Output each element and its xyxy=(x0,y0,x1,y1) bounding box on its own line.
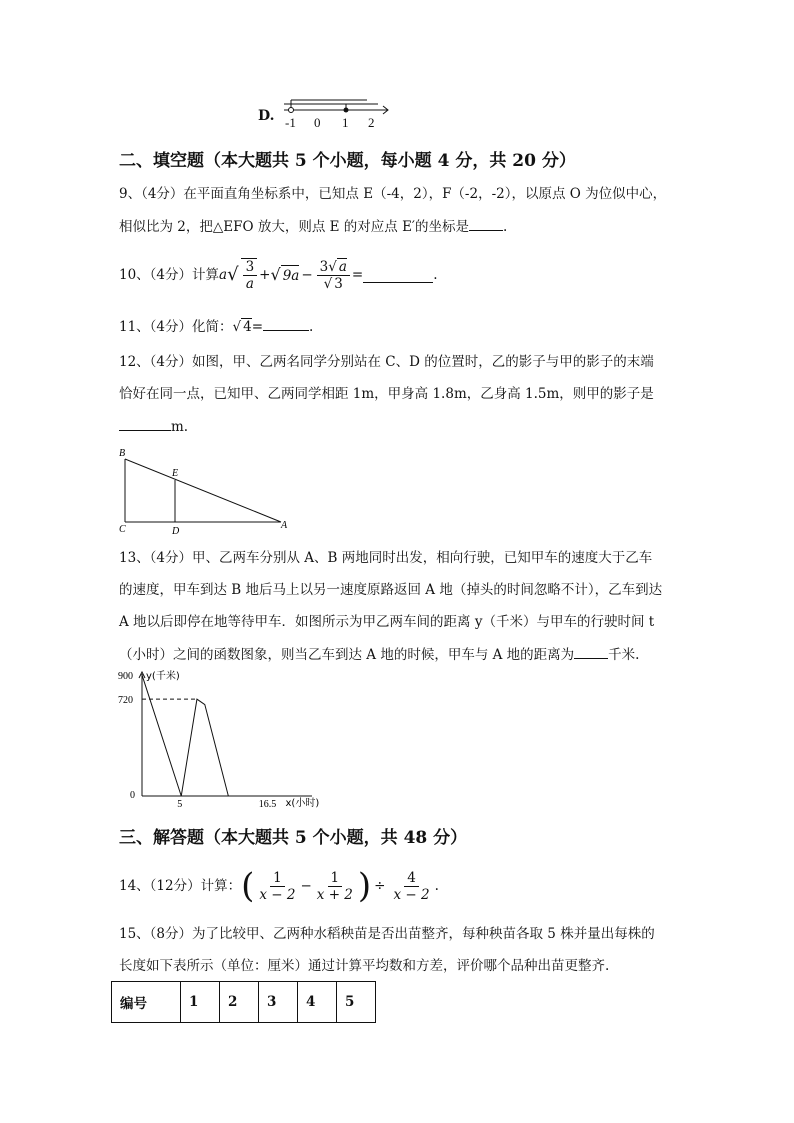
question-text: 13、（4分）甲、乙两车分别从 A、B 两地同时出发，相向行驶，已知甲车的速度大于乙车 xyxy=(119,550,653,566)
question-text: 10、（4分）计算 xyxy=(119,267,220,283)
x-tick-label: 5 xyxy=(177,799,183,810)
series-line xyxy=(142,675,272,796)
math-op: . xyxy=(434,878,439,894)
sqrt-sign: √ xyxy=(232,319,242,335)
point-label-D: D xyxy=(172,526,180,537)
triangle-figure xyxy=(115,445,295,540)
numerator: 1 xyxy=(328,870,343,887)
question-text: 长度如下表所示（单位：厘米）通过计算平均数和方差，评价哪个品种出苗更整齐. xyxy=(119,958,610,974)
seedling-table xyxy=(111,981,376,1023)
fraction xyxy=(256,870,298,903)
answer-blank[interactable] xyxy=(574,644,608,659)
question-9 xyxy=(119,184,666,237)
table-header-cell: 1 xyxy=(181,982,220,1023)
numerator: 3√ a xyxy=(317,259,350,276)
y-tick-label: 720 xyxy=(118,695,133,707)
radicand: 9a xyxy=(281,265,300,286)
tick-label: 0 xyxy=(314,115,321,130)
table-header-cell: 2 xyxy=(220,982,259,1023)
question-10: 10、（4分）计算 a √ $\frac{3}{a}$ + √ 9a − $\frac{3√ a}{√ 3}$ = . xyxy=(119,258,438,292)
coef: 3 xyxy=(319,258,329,275)
table-header-cell: 编号 xyxy=(112,982,181,1023)
tick-label: -1 xyxy=(285,115,296,130)
section-title: 三、解答题（本大题共 5 个小题，共 48 分） xyxy=(119,828,468,848)
table-row xyxy=(112,982,376,1023)
question-text: 恰好在同一点，已知甲、乙两同学相距 1m，甲身高 1.8m，乙身高 1.5m，则甲的影子是 xyxy=(119,386,654,402)
question-14 xyxy=(119,866,439,906)
point-label-B: B xyxy=(119,448,126,459)
math-var: a xyxy=(219,267,228,283)
math-op: − xyxy=(301,267,313,283)
table-header-cell: 4 xyxy=(298,982,337,1023)
x-tick-label: 16.5 xyxy=(258,799,277,810)
point-label-E: E xyxy=(172,468,179,479)
math-op: ÷ xyxy=(374,878,386,894)
point-label-A: A xyxy=(281,520,288,531)
paren-left: ( xyxy=(241,866,255,906)
y-axis-label: y(千米) xyxy=(146,671,180,682)
question-text: A 地以后即停在地等待甲车．如图所示为甲乙两车间的距离 y（千米）与甲车的行驶时间 t xyxy=(119,614,655,630)
distance-time-chart xyxy=(112,668,352,810)
point-label-C: C xyxy=(119,524,126,535)
denominator: a xyxy=(245,276,254,292)
fraction xyxy=(390,870,432,903)
number-line-graphic xyxy=(278,96,398,118)
question-text: 11、（4分）化简： xyxy=(119,319,233,335)
answer-blank[interactable] xyxy=(263,316,309,331)
y-tick-label: 900 xyxy=(118,670,133,682)
denominator: x − 2 xyxy=(393,886,430,903)
option-label: D. xyxy=(258,108,275,124)
question-text: 的速度，甲车到达 B 地后马上以另一速度原路返回 A 地（掉头的时间忽略不计），乙车到达 xyxy=(119,582,663,598)
table-header-cell: 3 xyxy=(259,982,298,1023)
question-text-line2: 相似比为 2，把△EFO 放大，则点 E 的对应点 E′的坐标是 . xyxy=(119,216,666,237)
question-text: （小时）之间的函数图象，则当乙车到达 A 地的时候，甲车与 A 地的距离为 xyxy=(119,647,575,663)
radicand: 4 xyxy=(243,319,252,335)
fraction xyxy=(314,870,356,903)
unit: 千米. xyxy=(608,647,640,663)
denominator: x − 2 xyxy=(259,886,296,903)
math-op: = xyxy=(351,267,364,283)
question-text: 14、（12分）计算： xyxy=(119,878,242,894)
question-15 xyxy=(119,924,655,976)
radicand: 3 xyxy=(334,275,343,292)
numerator: 1 xyxy=(270,870,285,887)
answer-blank[interactable] xyxy=(119,416,171,431)
tick-label: 2 xyxy=(368,115,375,130)
section-title: 二、填空题（本大题共 5 个小题，每小题 4 分，共 20 分） xyxy=(119,151,576,171)
question-text: 15、（8分）为了比较甲、乙两种水稻秧苗是否出苗整齐，每种秧苗各取 5 株并量出每株的 xyxy=(119,926,655,942)
paren-right: ) xyxy=(357,866,372,906)
question-text: 相似比为 2，把△EFO 放大，则点 E 的对应点 E′的坐标是 xyxy=(119,219,469,235)
denominator: x + 2 xyxy=(316,886,353,903)
denominator: √ 3 xyxy=(323,275,343,292)
fraction xyxy=(241,258,258,292)
sqrt-sign: √ xyxy=(270,265,281,284)
unit: m. xyxy=(171,419,189,435)
question-12 xyxy=(119,352,654,437)
sqrt-sign: √ xyxy=(227,264,239,285)
question-text: 9、（4分）在平面直角坐标系中，已知点 E（-4，2），F（-2，-2），以原点 O 为位似中心， xyxy=(119,186,667,202)
numerator: 4 xyxy=(404,870,419,887)
question-text: 12、（4分）如图，甲、乙两名同学分别站在 C、D 的位置时，乙的影子与甲的影子的末端 xyxy=(119,354,654,370)
x-tick-label: 0 xyxy=(130,790,135,801)
radicand: a xyxy=(338,258,347,275)
tick-label: 1 xyxy=(342,115,349,130)
question-13 xyxy=(119,548,662,665)
fraction xyxy=(317,259,350,292)
math-op: + xyxy=(259,267,271,283)
x-axis-label: x(小时) xyxy=(285,798,320,809)
table-header-cell: 5 xyxy=(337,982,376,1023)
math-op: − xyxy=(300,878,312,894)
numerator: 3 xyxy=(243,259,258,276)
math-op: = xyxy=(251,319,264,335)
question-11: 11、（4分）化简：√ 4= . xyxy=(119,316,313,337)
number-line-option xyxy=(258,96,398,132)
answer-blank[interactable] xyxy=(469,216,503,231)
answer-blank[interactable] xyxy=(363,268,433,283)
